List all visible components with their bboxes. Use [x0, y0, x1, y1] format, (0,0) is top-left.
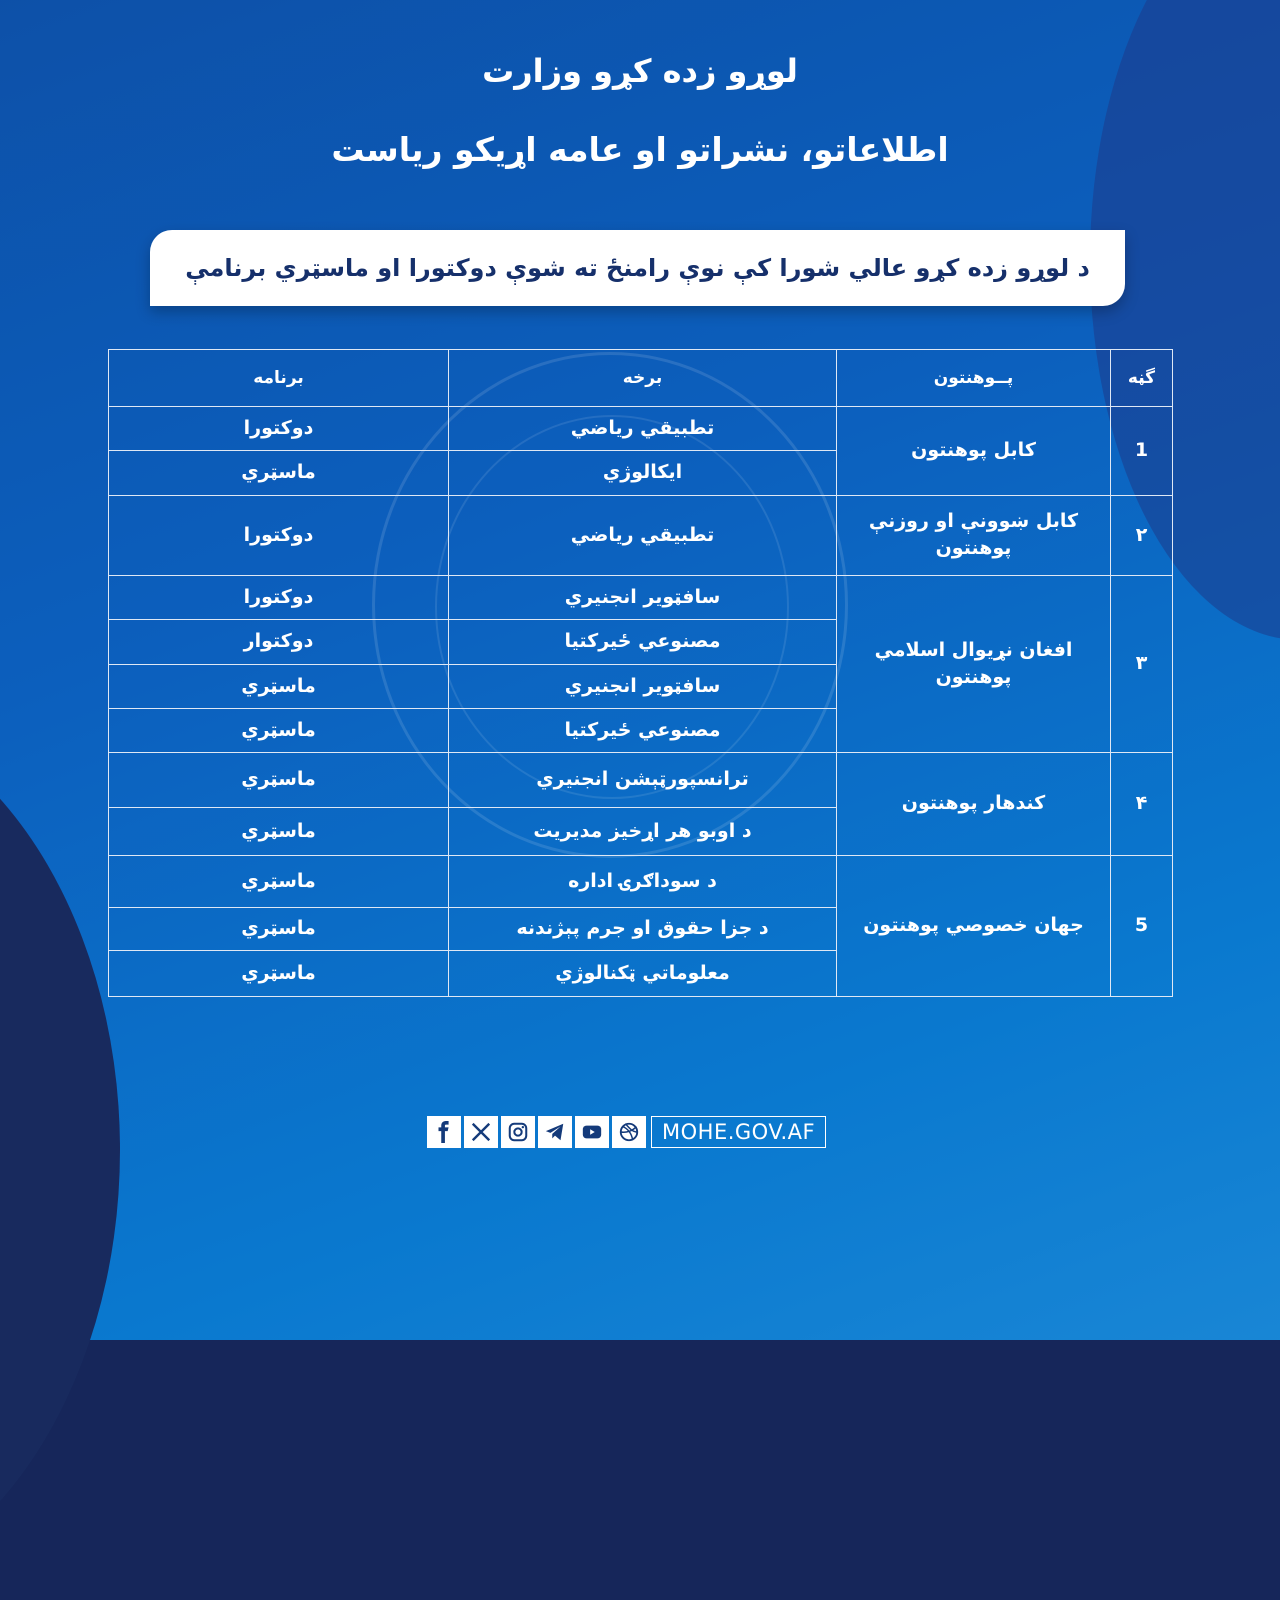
table-row	[109, 407, 1173, 451]
field-cell: د جزا حقوق او جرم پېژندنه	[449, 908, 837, 950]
x-icon[interactable]	[464, 1116, 498, 1148]
program-cell: دوکتورا	[109, 407, 449, 451]
youtube-icon[interactable]	[575, 1116, 609, 1148]
program-cell: ماسټري	[109, 664, 449, 708]
field-cell: ایکالوژي	[449, 451, 837, 495]
field-cell: تطبیقي ریاضي	[449, 495, 837, 576]
field-cell: معلوماتي ټکنالوژي	[449, 950, 837, 996]
field-cell: د اوبو هر اړخیز مدیریت	[449, 807, 837, 855]
university-cell: کابل ښوونې او روزنې پوهنتون	[837, 495, 1111, 576]
field-cell: مصنوعي ځیرکتیا	[449, 709, 837, 753]
telegram-icon[interactable]	[538, 1116, 572, 1148]
website-link[interactable]: MOHE.GOV.AF	[651, 1116, 826, 1148]
header-field: برخه	[449, 350, 837, 407]
table-row	[109, 753, 1173, 807]
header-university: پــوهنتون	[837, 350, 1111, 407]
university-cell: کابل پوهنتون	[837, 407, 1111, 496]
facebook-icon[interactable]	[427, 1116, 461, 1148]
header-num: گڼه	[1111, 350, 1173, 407]
row-number: ۲	[1111, 495, 1173, 576]
table-row	[109, 855, 1173, 907]
field-cell: د سوداګرۍ اداره	[449, 855, 837, 907]
announcement-banner	[150, 230, 1125, 306]
field-cell: سافټویر انجنیري	[449, 664, 837, 708]
instagram-icon[interactable]	[501, 1116, 535, 1148]
table-row	[109, 576, 1173, 620]
university-cell: کندهار پوهنتون	[837, 753, 1111, 856]
dribbble-icon[interactable]	[612, 1116, 646, 1148]
header-program: برنامه	[109, 350, 449, 407]
table-header-row	[109, 350, 1173, 407]
banner-text: د لوړو زده کړو عالي شورا کې نوې رامنځ ته شوې دوکتورا او ماسټري برنامې	[185, 254, 1090, 282]
program-cell: دوکتورا	[109, 576, 449, 620]
program-cell: دوکتوار	[109, 620, 449, 664]
field-cell: مصنوعي ځیرکتیا	[449, 620, 837, 664]
field-cell: سافټویر انجنیري	[449, 576, 837, 620]
program-cell: ماسټري	[109, 908, 449, 950]
row-number: ۳	[1111, 576, 1173, 753]
footer-social-bar	[427, 1116, 826, 1148]
university-cell: افغان نړیوال اسلامي پوهنتون	[837, 576, 1111, 753]
program-cell: ماسټري	[109, 753, 449, 807]
row-number: ۴	[1111, 753, 1173, 856]
ministry-title: لوړو زده کړو وزارت	[482, 52, 798, 90]
program-cell: ماسټري	[109, 709, 449, 753]
field-cell: تطبیقي ریاضي	[449, 407, 837, 451]
field-cell: ترانسپورټېشن انجنیري	[449, 753, 837, 807]
program-cell: ماسټري	[109, 950, 449, 996]
row-number: 1	[1111, 407, 1173, 496]
university-cell: جهان خصوصي پوهنتون	[837, 855, 1111, 996]
row-number: 5	[1111, 855, 1173, 996]
programs-table	[108, 349, 1173, 997]
program-cell: ماسټري	[109, 451, 449, 495]
table-row	[109, 495, 1173, 576]
directorate-title: اطلاعاتو، نشراتو او عامه اړیکو ریاست	[331, 130, 949, 169]
program-cell: ماسټري	[109, 807, 449, 855]
program-cell: ماسټري	[109, 855, 449, 907]
program-cell: دوکتورا	[109, 495, 449, 576]
